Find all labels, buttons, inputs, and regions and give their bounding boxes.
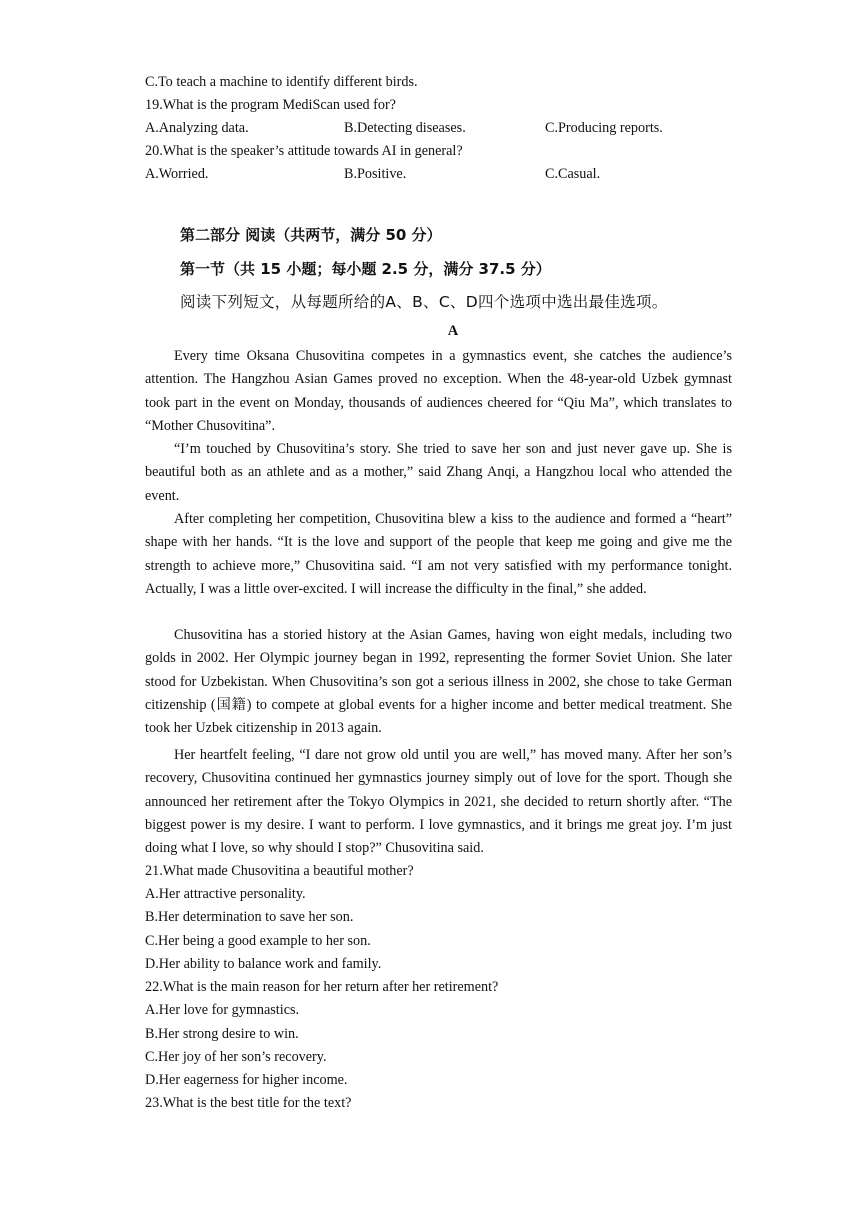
q19-option-c: C.Producing reports. xyxy=(545,120,663,136)
q19-stem: 19.What is the program MediScan used for? xyxy=(145,97,396,113)
q20-option-a: A.Worried. xyxy=(145,166,209,182)
q22-stem: 22.What is the main reason for her return after her retirement? xyxy=(145,979,499,995)
q23-stem: 23.What is the best title for the text? xyxy=(145,1095,352,1111)
q21-stem: 21.What made Chusovitina a beautiful mother? xyxy=(145,863,414,879)
q21-option-a: A.Her attractive personality. xyxy=(145,886,306,902)
reading-instruction: 阅读下列短文，从每题所给的A、B、C、D四个选项中选出最佳选项。 xyxy=(180,293,668,311)
q19-option-a: A.Analyzing data. xyxy=(145,120,249,136)
passage-paragraph-5: Her heartfelt feeling, “I dare not grow old until you are well,” has moved many. After her son’s recovery, Chusovitina continued her gymnastics journey simply out of love for the sport. Though she announced her retirement after the Tokyo Olympics in 2021, she decided to return shortly after. “The biggest power is my desire. I want to perform. I love gymnastics, and it brings me great joy. I’m just doing what I love, so why should I stop?” Chusovitina said. xyxy=(145,747,732,857)
section-one-heading: 第一节（共 15 小题；每小题 2.5 分，满分 37.5 分） xyxy=(180,260,551,278)
passage-letter: A xyxy=(447,323,459,339)
passage-paragraph-2: “I’m touched by Chusovitina’s story. She tried to save her son and just never gave up. She is beautiful both as an athlete and as a mother,” said Zhang Anqi, a Hangzhou local who attended the event. xyxy=(145,441,732,504)
passage-paragraph-1: Every time Oksana Chusovitina competes in a gymnastics event, she catches the audience’s attention. The Hangzhou Asian Games proved no exception. When the 48-year-old Uzbek gymnast took part in the event on Monday, thousands of audiences cheered for “Qiu Ma”, which translates to “Mother Chusovitina”. xyxy=(145,348,732,434)
passage-paragraph-4: Chusovitina has a storied history at the Asian Games, having won eight medals, including two golds in 2002. Her Olympic journey began in 1992, representing the former Soviet Union. She later stood for Uzbekistan. When Chusovitina’s son got a serious illness in 2002, she chose to take German citizenship (国籍) to compete at global events for a higher income and better medical treatment. She took her Uzbek citizenship in 2013 again. xyxy=(145,627,732,737)
q22-option-a: A.Her love for gymnastics. xyxy=(145,1002,300,1018)
q22-option-c: C.Her joy of her son’s recovery. xyxy=(145,1049,327,1065)
passage-paragraph-3: After completing her competition, Chusovitina blew a kiss to the audience and formed a “heart” shape with her hands. “It is the love and support of the people that keep me going and give me the strength to achieve more,” Chusovitina said. “I am not very satisfied with my performance tonight. Actually, I was a little over-excited. I will increase the difficulty in the final,” she added. xyxy=(145,511,732,597)
q22-option-b: B.Her strong desire to win. xyxy=(145,1026,299,1042)
q21-option-d: D.Her ability to balance work and family. xyxy=(145,956,382,972)
q20-option-c: C.Casual. xyxy=(545,166,601,182)
q21-option-b: B.Her determination to save her son. xyxy=(145,909,354,925)
part-two-heading: 第二部分 阅读（共两节，满分 50 分） xyxy=(180,226,442,244)
q20-stem: 20.What is the speaker’s attitude towards AI in general? xyxy=(145,143,463,159)
q19-option-b: B.Detecting diseases. xyxy=(344,120,466,136)
q18-option-c: C.To teach a machine to identify different birds. xyxy=(145,74,418,90)
q22-option-d: D.Her eagerness for higher income. xyxy=(145,1072,348,1088)
q20-option-b: B.Positive. xyxy=(344,166,407,182)
q21-option-c: C.Her being a good example to her son. xyxy=(145,933,371,949)
